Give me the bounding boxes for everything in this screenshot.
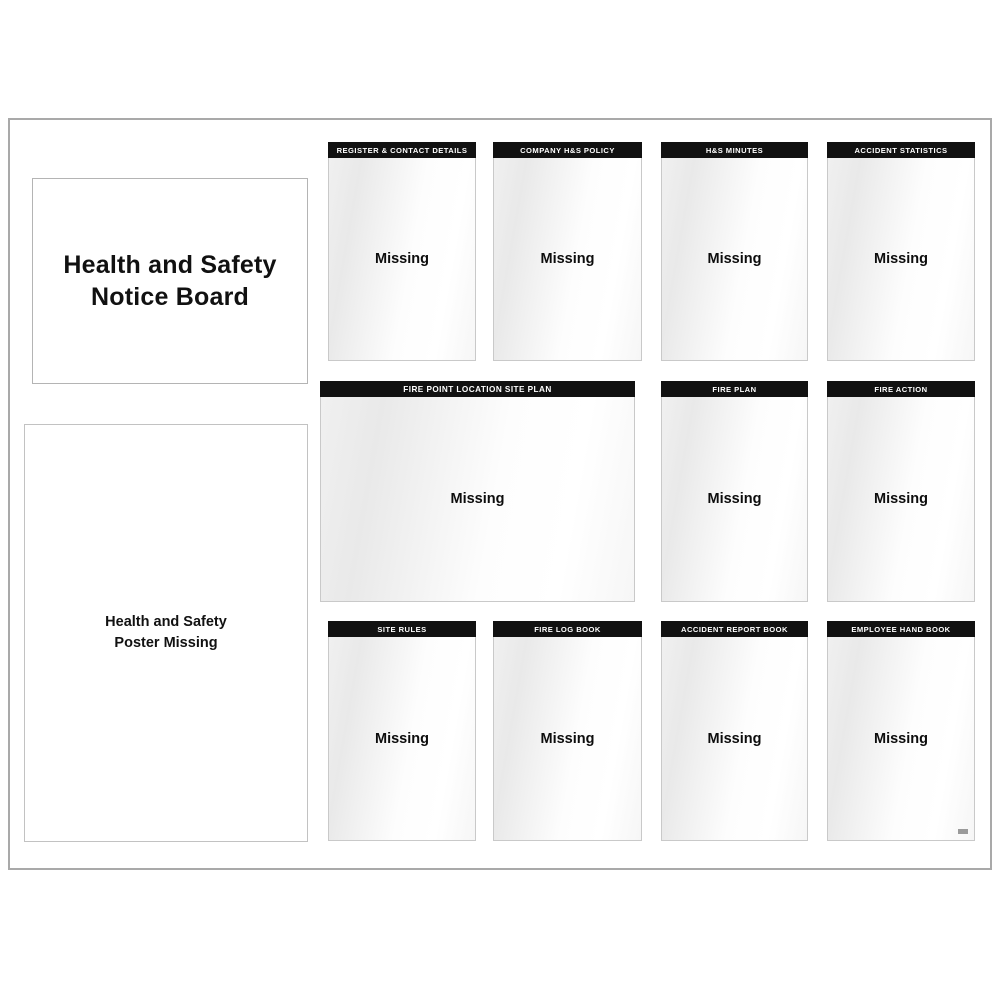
document-status: Missing <box>540 730 595 747</box>
document-header: EMPLOYEE HAND BOOK <box>827 621 975 637</box>
document-status: Missing <box>375 730 429 747</box>
document-status: Missing <box>874 730 928 747</box>
health-safety-poster-card <box>24 424 308 842</box>
document-panel-fire-action[interactable] <box>827 381 975 603</box>
document-header: ACCIDENT STATISTICS <box>827 142 975 158</box>
document-body[interactable] <box>320 397 635 602</box>
document-body[interactable] <box>661 397 808 602</box>
document-panel-fire-plan[interactable] <box>661 381 808 603</box>
document-panel-company-hs-policy[interactable] <box>493 142 642 362</box>
document-panel-hs-minutes[interactable] <box>661 142 808 362</box>
corner-mark-icon <box>958 829 968 834</box>
document-body[interactable] <box>827 158 975 361</box>
document-header: SITE RULES <box>328 621 476 637</box>
document-header: FIRE PLAN <box>661 381 808 397</box>
document-panel-site-rules[interactable] <box>328 621 476 842</box>
document-header: H&S MINUTES <box>661 142 808 158</box>
document-panel-employee-hand-book[interactable] <box>827 621 975 842</box>
document-header: FIRE ACTION <box>827 381 975 397</box>
document-header: ACCIDENT REPORT BOOK <box>661 621 808 637</box>
document-panel-fire-log-book[interactable] <box>493 621 642 842</box>
document-panel-fire-point-location-site-plan[interactable] <box>320 381 635 603</box>
document-body[interactable] <box>827 637 975 841</box>
document-body[interactable] <box>661 158 808 361</box>
document-status: Missing <box>874 491 928 507</box>
document-header: COMPANY H&S POLICY <box>493 142 642 158</box>
document-header: REGISTER & CONTACT DETAILS <box>328 142 476 158</box>
page-title: Health and Safety Notice Board <box>63 250 277 311</box>
document-body[interactable] <box>493 158 642 361</box>
document-status: Missing <box>707 251 762 267</box>
document-status: Missing <box>874 251 928 267</box>
document-body[interactable] <box>328 637 476 841</box>
document-status: Missing <box>450 491 505 507</box>
document-panel-accident-report-book[interactable] <box>661 621 808 842</box>
document-body[interactable] <box>328 158 476 361</box>
document-body[interactable] <box>493 637 642 841</box>
notice-board <box>8 118 992 870</box>
document-body[interactable] <box>827 397 975 602</box>
document-body[interactable] <box>661 637 808 841</box>
document-status: Missing <box>375 251 429 267</box>
poster-missing-label: Health and Safety Poster Missing <box>105 613 227 651</box>
document-status: Missing <box>707 730 762 747</box>
notice-board-title-card <box>32 178 308 384</box>
document-header: FIRE POINT LOCATION SITE PLAN <box>320 381 635 397</box>
document-status: Missing <box>540 251 595 267</box>
document-panel-accident-statistics[interactable] <box>827 142 975 362</box>
document-header: FIRE LOG BOOK <box>493 621 642 637</box>
document-panel-register-contact-details[interactable] <box>328 142 476 362</box>
document-status: Missing <box>707 491 762 507</box>
